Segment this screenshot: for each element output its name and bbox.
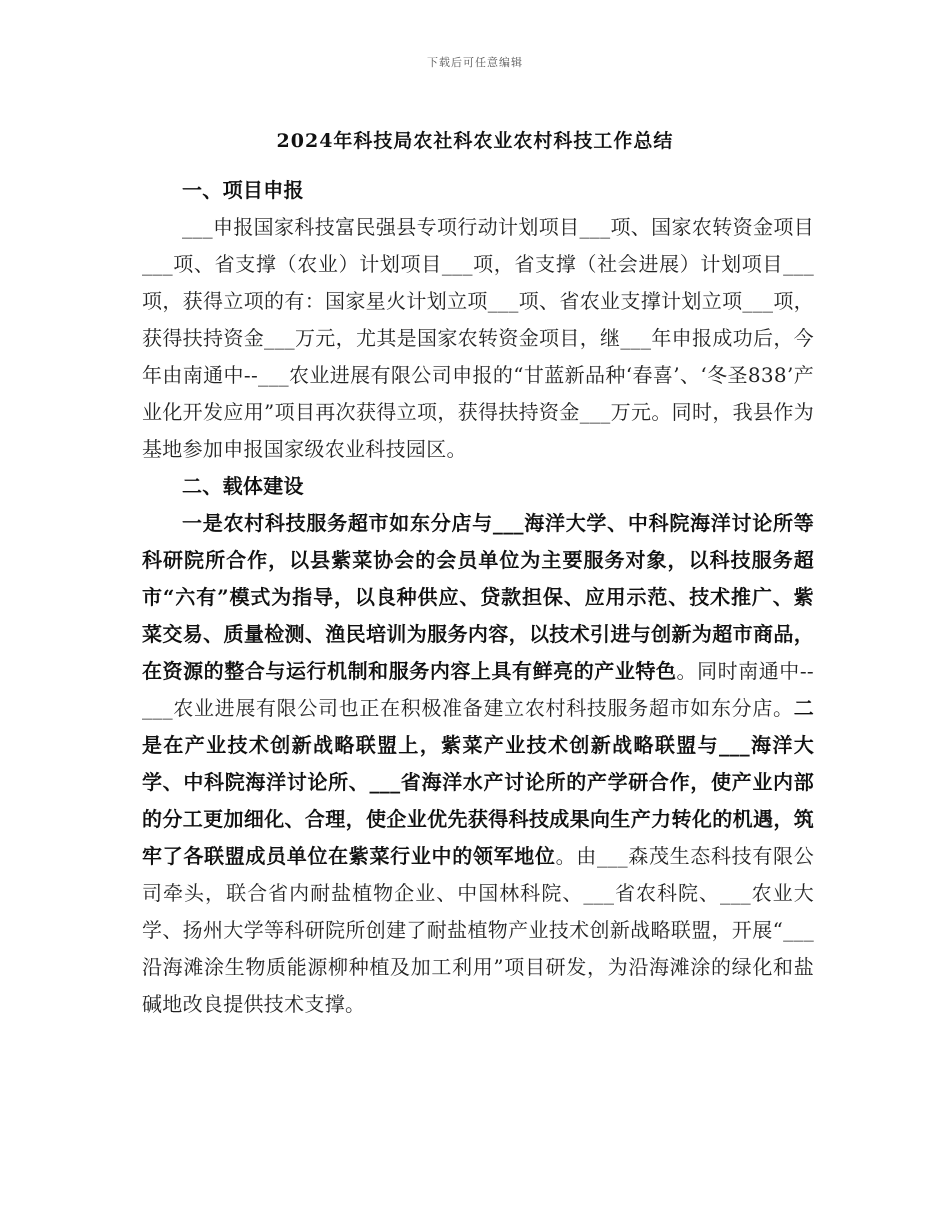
section-heading-carrier-construction: 二、载体建设 — [182, 474, 304, 498]
paragraph-carrier-construction — [142, 505, 814, 1023]
text-supermarket-branch: 。同时南通中--___农业进展有限公司也正在积极准备建立农村科技服务超市如东分店。 — [142, 659, 814, 720]
text-salt-tolerant-alliance: 。由___森茂生态科技有限公司牵头，联合省内耐盐植物企业、中国林科院、___省农科院、___农业大学、扬州大学等科研院所创建了耐盐植物产业技术创新战略联盟，开展“___沿海滩涂生物质能源柳种植及加工利用”项目研发，为沿海滩涂的绿化和盐碱地改良提供技术支撑。 — [142, 844, 815, 1016]
download-note: 下载后可任意编辑 — [427, 56, 523, 69]
bold-text-innovation-alliance: 二是在产业技术创新战略联盟上，紫菜产业技术创新战略联盟与___海洋大学、中科院海洋讨论所、___省海洋水产讨论所的产学研合作，使产业内部的分工更加细化、合理，使企业优先获得科技成果向生产力转化的机遇，筑牢了各联盟成员单位在紫菜行业中的领军地位 — [142, 696, 814, 868]
document-title: 2024年科技局农社科农业农村科技工作总结 — [276, 130, 674, 152]
bold-text-tech-service-supermarket: 一是农村科技服务超市如东分店与___海洋大学、中科院海洋讨论所等科研院所合作，以县紫菜协会的会员单位为主要服务对象，以科技服务超市“六有”模式为指导，以良种供应、贷款担保、应用示范、技术推广、紫菜交易、质量检测、渔民培训为服务内容，以技术引进与创新为超市商品，在资源的整合与运行机制和服务内容上具有鲜亮的产业特色 — [142, 511, 814, 683]
document-body — [142, 172, 814, 1023]
paragraph-project-application: ___申报国家科技富民强县专项行动计划项目___项、国家农转资金项目___项、省支撑（农业）计划项目___项，省支撑（社会进展）计划项目___项，获得立项的有：国家星火计划立项___项、省农业支撑计划立项___项，获得扶持资金___万元，尤其是国家农转资金项目，继___年申报成功后，今年由南通中--___农业进展有限公司申报的“甘蓝新品种‘春喜’、‘冬圣838’产业化开发应用”项目再次获得立项，获得扶持资金___万元。同时，我县作为基地参加申报国家级农业科技园区。 — [142, 215, 814, 461]
section-heading-project-application: 一、项目申报 — [182, 178, 304, 202]
